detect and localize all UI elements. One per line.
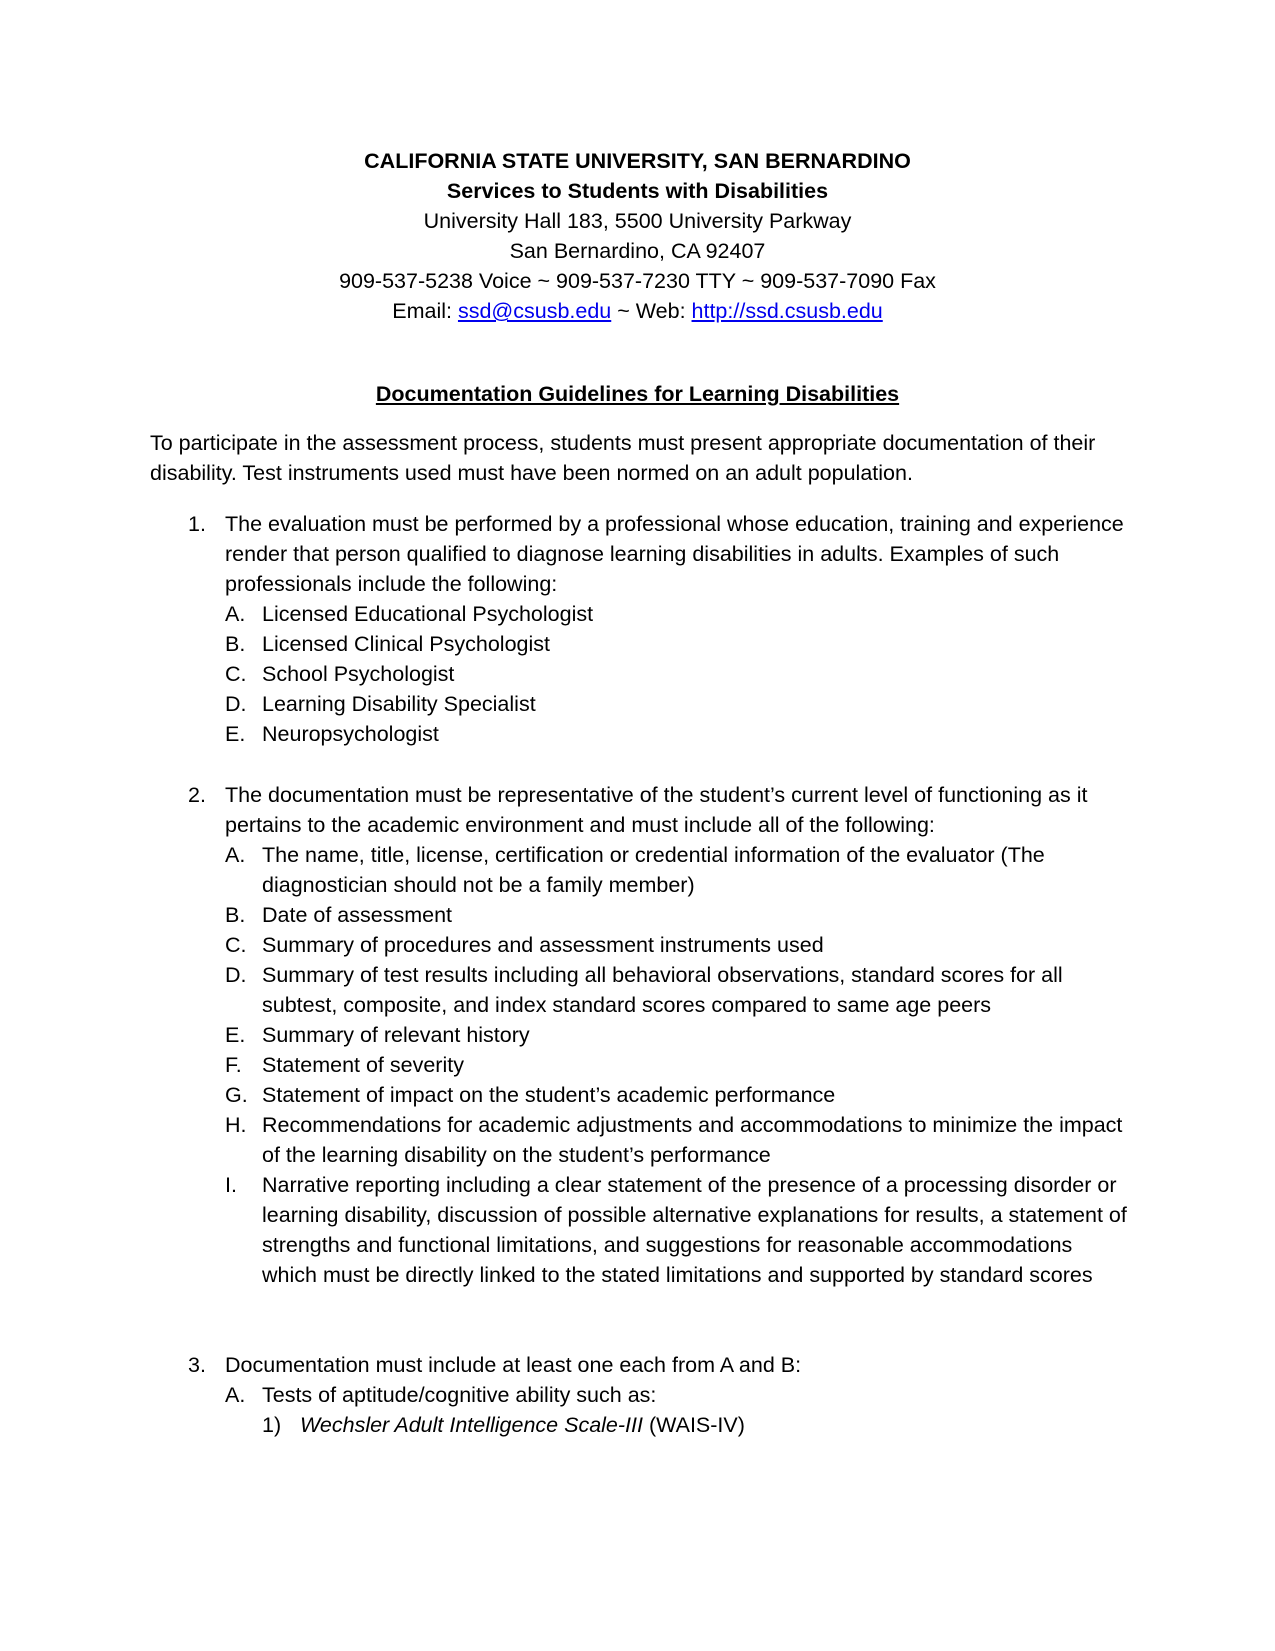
numbered-item <box>150 509 1130 599</box>
sub-item <box>150 689 1130 719</box>
institution-name: CALIFORNIA STATE UNIVERSITY, SAN BERNARDINO <box>364 149 911 173</box>
item-text: The evaluation must be performed by a professional whose education, training and experience render that person qualified to diagnose learning disabilities in adults. Examples of such professionals include the following: <box>225 512 1124 596</box>
sub-text: Statement of severity <box>262 1053 464 1077</box>
sub-item <box>150 1170 1130 1290</box>
sub-sub-number: 1) <box>262 1413 282 1437</box>
sub-letter: D. <box>225 692 247 716</box>
sub-text: Summary of relevant history <box>262 1023 530 1047</box>
test-abbreviation: (WAIS-IV) <box>642 1413 745 1437</box>
sub-item <box>150 719 1130 749</box>
sub-text: Recommendations for academic adjustments and accommodations to minimize the impact of the learning disability on the student’s performance <box>262 1113 1123 1167</box>
sub-letter: F. <box>225 1053 242 1077</box>
sub-item <box>150 1110 1130 1170</box>
sub-text: The name, title, license, certification or credential information of the evaluator (The diagnostician should not be a family member) <box>262 843 1045 897</box>
web-link[interactable]: http://ssd.csusb.edu <box>691 299 883 323</box>
sub-text: Licensed Educational Psychologist <box>262 602 594 626</box>
sub-letter: A. <box>225 843 246 867</box>
list-item-3 <box>150 1350 1130 1440</box>
sub-item <box>150 840 1130 900</box>
item-text: Documentation must include at least one each from A and B: <box>225 1353 802 1377</box>
sub-text: Learning Disability Specialist <box>262 692 536 716</box>
numbered-item <box>150 1350 1130 1380</box>
sub-text: School Psychologist <box>262 662 455 686</box>
sub-text: Summary of procedures and assessment instruments used <box>262 933 824 957</box>
item-number: 1. <box>188 512 206 536</box>
list-item-2 <box>150 780 1130 1290</box>
email-link[interactable]: ssd@csusb.edu <box>457 299 612 323</box>
intro-paragraph: To participate in the assessment process, students must present appropriate documentation of their disability. Test instruments used must have been normed on an adult population. <box>150 431 1096 485</box>
contact-line <box>0 296 1275 326</box>
sub-letter: E. <box>225 722 246 746</box>
email-label: Email: <box>392 299 458 323</box>
sub-letter: A. <box>225 1383 246 1407</box>
sub-letter: G. <box>225 1083 248 1107</box>
sub-letter: C. <box>225 662 247 686</box>
sub-letter: B. <box>225 632 246 656</box>
sub-text: Narrative reporting including a clear statement of the presence of a processing disorder or learning disability, discussion of possible alternative explanations for results, a statement of strengths and functional limitations, and suggestions for reasonable accommodations which must be directly linked to the stated limitations and supported by standard scores <box>262 1173 1127 1287</box>
sub-sub-item <box>150 1410 1130 1440</box>
sub-item <box>150 599 1130 629</box>
sub-item <box>150 1020 1130 1050</box>
address-line-2: San Bernardino, CA 92407 <box>509 239 766 263</box>
sub-letter: A. <box>225 602 246 626</box>
sub-letter: B. <box>225 903 246 927</box>
sub-letter: H. <box>225 1113 247 1137</box>
item-number: 2. <box>188 783 206 807</box>
sub-text: Licensed Clinical Psychologist <box>262 632 551 656</box>
sub-item <box>150 900 1130 930</box>
sub-text: Summary of test results including all behavioral observations, standard scores for all subtest, composite, and index standard scores compared to same age peers <box>262 963 1063 1017</box>
item-text: The documentation must be representative of the student’s current level of functioning as it pertains to the academic environment and must include all of the following: <box>225 783 1088 837</box>
list-item-1 <box>150 509 1130 749</box>
phone-numbers: 909-537-5238 Voice ~ 909-537-7230 TTY ~ 909-537-7090 Fax <box>339 269 936 293</box>
web-label: ~ Web: <box>611 299 692 323</box>
address-line-1: University Hall 183, 5500 University Parkway <box>423 209 852 233</box>
sub-item <box>150 659 1130 689</box>
sub-text: Statement of impact on the student’s academic performance <box>262 1083 836 1107</box>
sub-letter: C. <box>225 933 247 957</box>
sub-letter: D. <box>225 963 247 987</box>
sub-letter: I. <box>225 1173 237 1197</box>
letterhead <box>0 146 1275 326</box>
sub-item <box>150 629 1130 659</box>
sub-text: Date of assessment <box>262 903 453 927</box>
test-name: Wechsler Adult Intelligence Scale-III <box>300 1413 643 1437</box>
sub-item <box>150 930 1130 960</box>
department-name: Services to Students with Disabilities <box>446 179 829 203</box>
sub-text: Neuropsychologist <box>262 722 439 746</box>
document-title: Documentation Guidelines for Learning Disabilities <box>375 382 900 406</box>
sub-text: Tests of aptitude/cognitive ability such as: <box>262 1383 657 1407</box>
sub-item <box>150 1380 1130 1410</box>
item-number: 3. <box>188 1353 206 1377</box>
sub-item <box>150 960 1130 1020</box>
sub-letter: E. <box>225 1023 246 1047</box>
sub-item <box>150 1080 1130 1110</box>
sub-item <box>150 1050 1130 1080</box>
numbered-item <box>150 780 1130 840</box>
